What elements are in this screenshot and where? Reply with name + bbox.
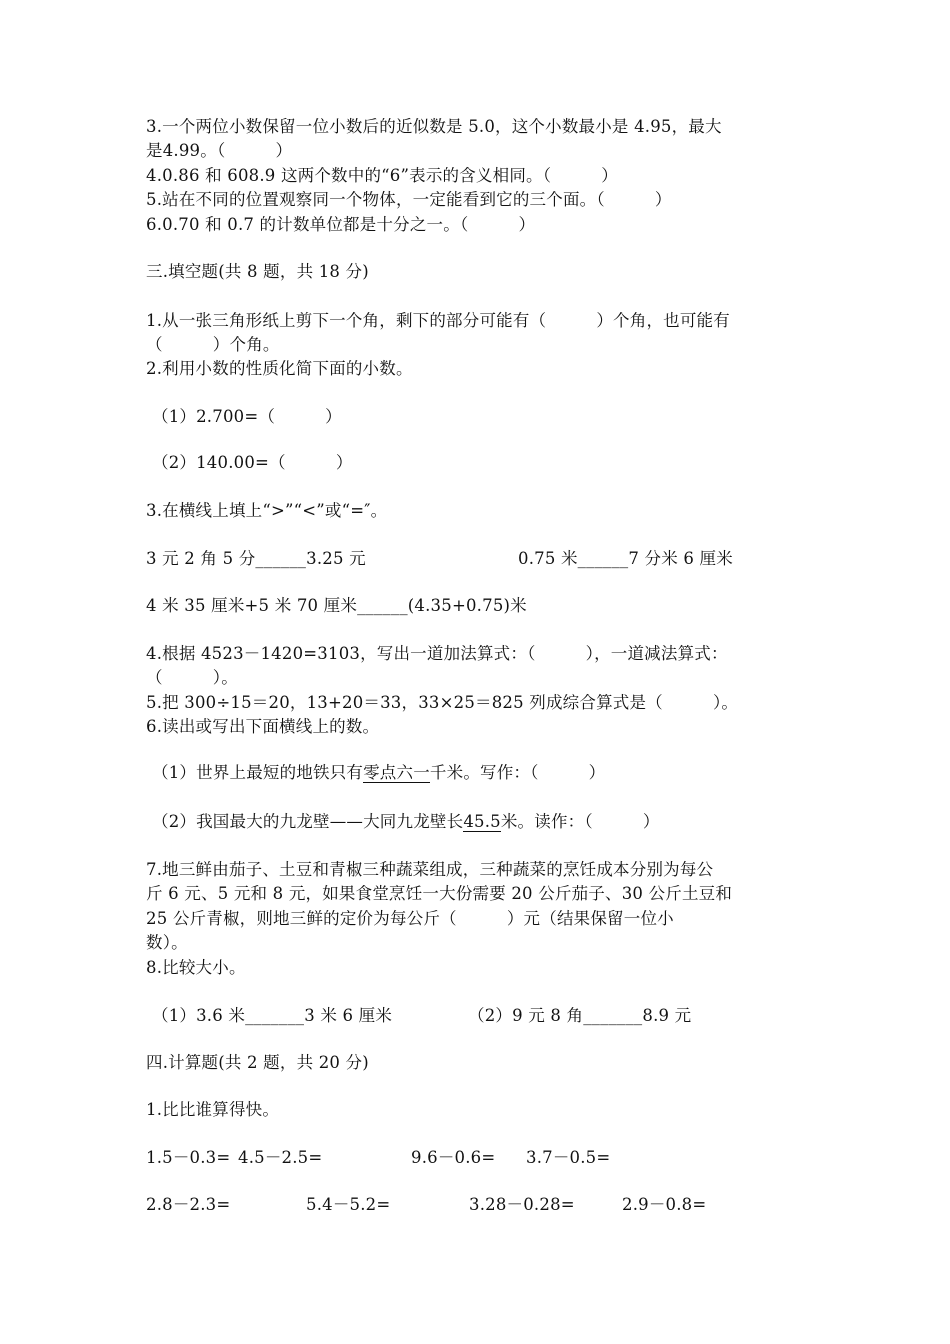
calc-r2-c2: 5.4－5.2=	[306, 1195, 391, 1214]
fill-q6-1-underlined: 零点六一	[363, 763, 430, 782]
fill-q7-line3: 25 公斤青椒，则地三鲜的定价为每公斤（ ）元（结果保留一位小	[146, 909, 674, 928]
fill-q3: 3.在横线上填上“>”“<”或“=″。	[146, 501, 388, 520]
fill-q1-line1: 1.从一张三角形纸上剪下一个角，剩下的部分可能有（ ）个角，也可能有	[146, 311, 730, 330]
fill-q7-line2: 斤 6 元、5 元和 8 元，如果食堂烹饪一大份需要 20 公斤茄子、30 公斤土豆和	[146, 884, 733, 903]
fill-q6-2-pre: （2）我国最大的九龙壁——大同九龙壁长	[152, 812, 464, 831]
fill-q6-2-post: 米。读作：（ ）	[500, 812, 660, 831]
fill-q3-c: 4 米 35 厘米+5 米 70 厘米______(4.35+0.75)米	[146, 596, 527, 615]
fill-q6-1-post: 千米。写作：（ ）	[429, 763, 606, 782]
judge-q4: 4.0.86 和 608.9 这两个数中的“6”表示的含义相同。（ ）	[146, 166, 618, 185]
fill-q6-2	[152, 811, 660, 833]
fill-q8-1: （1）3.6 米_______3 米 6 厘米	[152, 1006, 393, 1025]
fill-q3-a: 3 元 2 角 5 分______3.25 元	[146, 549, 366, 568]
calc-r1-c4: 3.7－0.5=	[526, 1148, 611, 1167]
judge-q3-line2: 是4.99。（ ）	[146, 141, 293, 160]
judge-q3-line1: 3.一个两位小数保留一位小数后的近似数是 5.0，这个小数最小是 4.95，最大	[146, 117, 722, 136]
calc-r2-c3: 3.28－0.28=	[469, 1195, 575, 1214]
fill-q6-2-underlined: 45.5	[463, 812, 501, 831]
fill-q7-line4: 数）。	[146, 933, 188, 952]
fill-q4-line2: （ ）。	[146, 668, 238, 687]
calc-q1: 1.比比谁算得快。	[146, 1100, 280, 1119]
judge-q5: 5.站在不同的位置观察同一个物体，一定能看到它的三个面。（ ）	[146, 190, 672, 209]
calc-section-heading: 四.计算题(共 2 题，共 20 分)	[146, 1053, 369, 1072]
fill-q8: 8.比较大小。	[146, 958, 246, 977]
calc-r1-c2: 4.5－2.5=	[238, 1148, 323, 1167]
fill-q4-line1: 4.根据 4523－1420=3103，写出一道加法算式：（ ），一道减法算式：	[146, 644, 728, 663]
fill-section-heading: 三.填空题(共 8 题，共 18 分)	[146, 262, 369, 281]
calc-r1-c1: 1.5－0.3=	[146, 1148, 231, 1167]
fill-q2-2: （2）140.00=（ ）	[152, 453, 353, 472]
fill-q2: 2.利用小数的性质化简下面的小数。	[146, 359, 413, 378]
calc-r2-c4: 2.9－0.8=	[622, 1195, 707, 1214]
calc-r1-c3: 9.6－0.6=	[411, 1148, 496, 1167]
fill-q8-2: （2）9 元 8 角_______8.9 元	[468, 1006, 692, 1025]
fill-q6: 6.读出或写出下面横线上的数。	[146, 717, 380, 736]
fill-q3-b: 0.75 米______7 分米 6 厘米	[518, 549, 733, 568]
fill-q5: 5.把 300÷15＝20，13+20＝33，33×25＝825 列成综合算式是（ ）。	[146, 693, 739, 712]
fill-q6-1-pre: （1）世界上最短的地铁只有	[152, 763, 364, 782]
fill-q7-line1: 7.地三鲜由茄子、土豆和青椒三种蔬菜组成，三种蔬菜的烹饪成本分别为每公	[146, 860, 714, 879]
judge-q6: 6.0.70 和 0.7 的计数单位都是十分之一。（ ）	[146, 215, 536, 234]
fill-q2-1: （1）2.700=（ ）	[152, 407, 342, 426]
fill-q6-1	[152, 762, 605, 784]
fill-q1-line2: （ ）个角。	[146, 335, 280, 354]
calc-r2-c1: 2.8－2.3=	[146, 1195, 231, 1214]
